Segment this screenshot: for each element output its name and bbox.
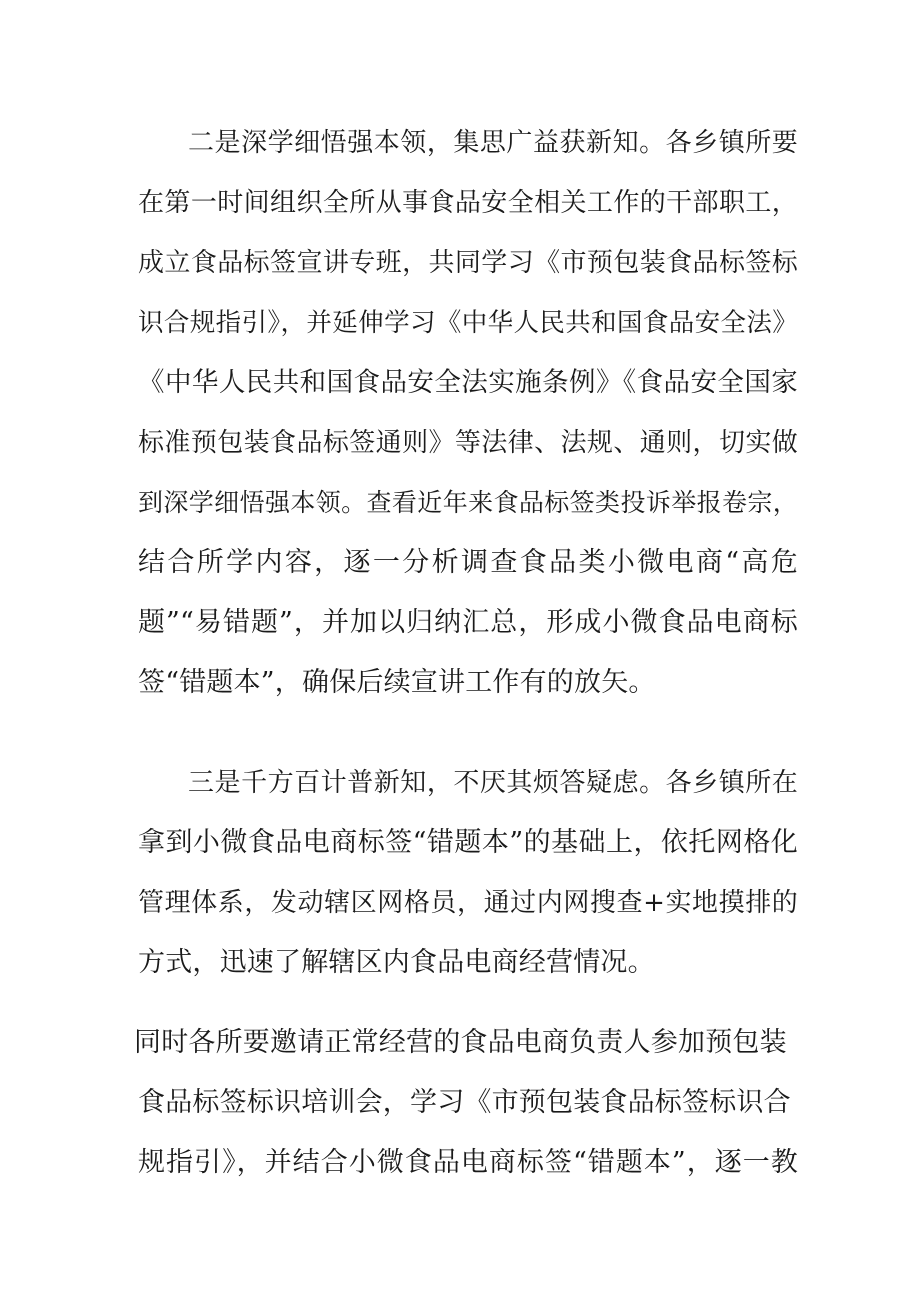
paragraph-1-line-9: 题”“易错题”，并加以归纳汇总，形成小微食品电商标 — [138, 607, 798, 638]
paragraph-1-line-8: 结合所学内容，逐一分析调查食品类小微电商“高危 — [138, 547, 798, 578]
paragraph-1-line-1: 二是深学细悟强本领，集思广益获新知。各乡镇所要 — [188, 128, 798, 158]
paragraph-1-line-5: 《中华人民共和国食品安全法实施条例》《食品安全国家 — [138, 367, 798, 398]
paragraph-1-line-6: 标准预包装食品标签通则》等法律、法规、通则，切实做 — [138, 428, 798, 458]
paragraph-2-line-1: 三是千方百计普新知，不厌其烦答疑虑。各乡镇所在 — [188, 768, 798, 798]
paragraph-1-line-4: 识合规指引》，并延伸学习《中华人民共和国食品安全法》 — [138, 308, 798, 338]
paragraph-2-line-3: 管理体系，发动辖区网格员，通过内网搜查+实地摸排的 — [138, 888, 798, 918]
paragraph-1-line-2: 在第一时间组织全所从事食品安全相关工作的干部职工， — [138, 188, 798, 218]
paragraph-3-line-1: 同时各所要邀请正常经营的食品电商负责人参加预包装 — [134, 1027, 787, 1058]
paragraph-2-line-2: 拿到小微食品电商标签“错题本”的基础上，依托网格化 — [138, 827, 798, 858]
paragraph-1-line-10: 签“错题本”，确保后续宣讲工作有的放矢。 — [138, 667, 656, 698]
paragraph-3-line-2: 食品标签标识培训会，学习《市预包装食品标签标识合 — [138, 1087, 791, 1118]
paragraph-2-line-4: 方式，迅速了解辖区内食品电商经营情况。 — [138, 947, 655, 978]
paragraph-3-line-3: 规指引》，并结合小微食品电商标签“错题本”，逐一教 — [138, 1147, 798, 1178]
paragraph-1-line-3: 成立食品标签宣讲专班，共同学习《市预包装食品标签标 — [138, 248, 798, 278]
paragraph-1-line-7: 到深学细悟强本领。查看近年来食品标签类投诉举报卷宗， — [138, 488, 798, 517]
